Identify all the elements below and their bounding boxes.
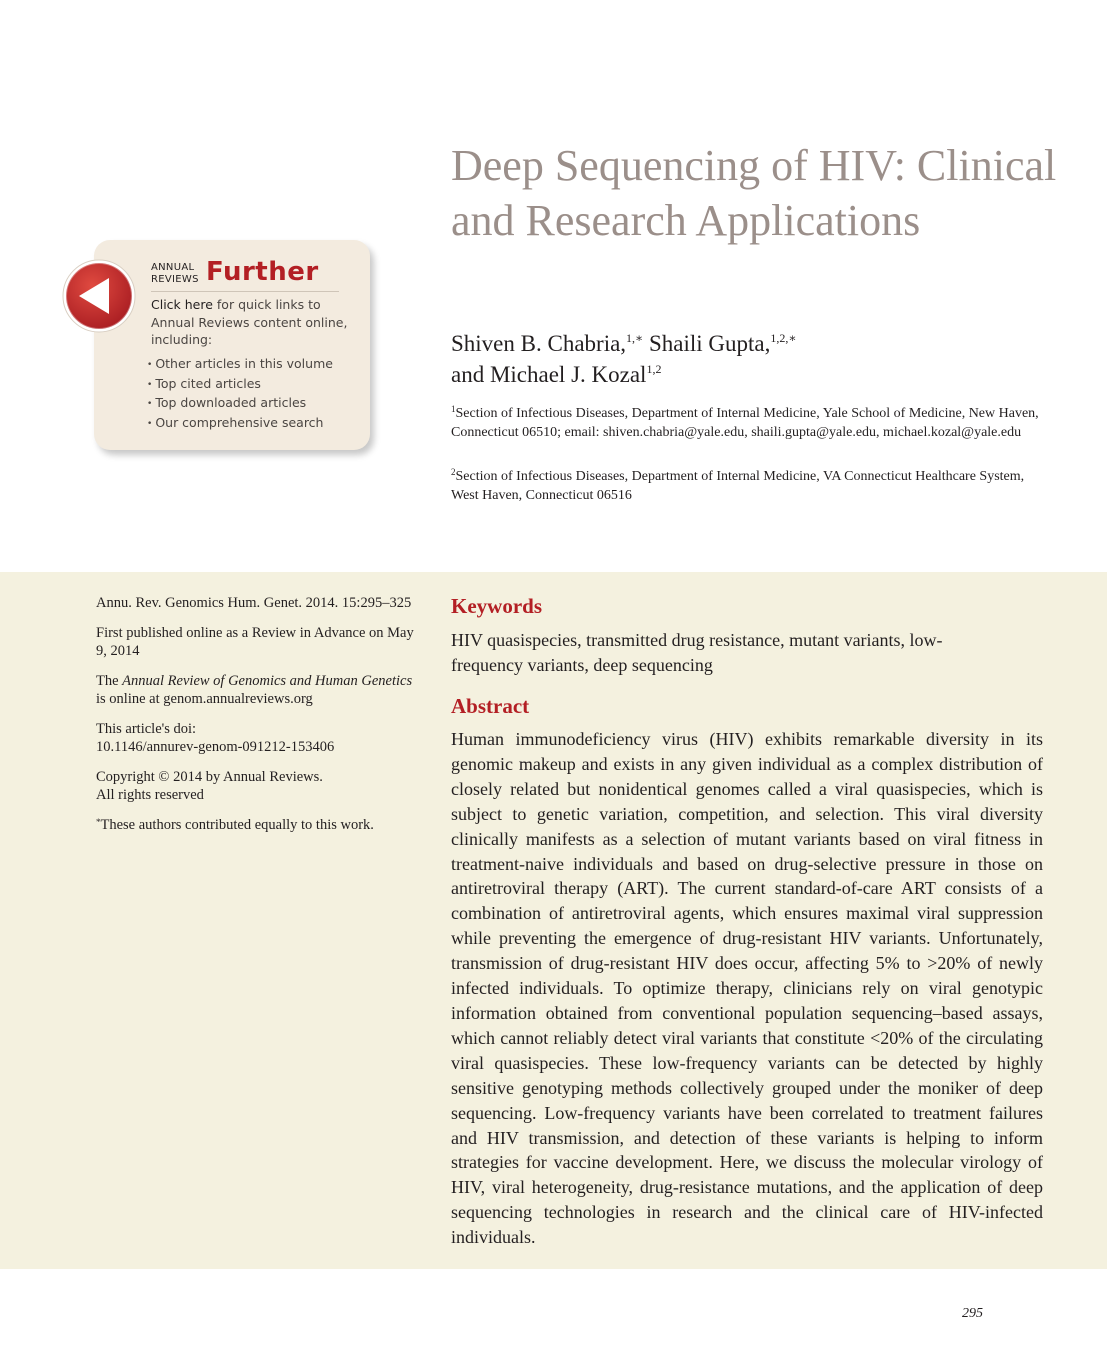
keywords-heading: Keywords [451, 594, 542, 618]
citation: Annu. Rev. Genomics Hum. Genet. 2014. 15:295–325 [96, 595, 412, 611]
further-description-text: for quick links to Annual Reviews content online, including: [151, 297, 348, 347]
article-metadata [96, 594, 416, 846]
journal-note [96, 672, 416, 708]
further-divider [151, 291, 339, 292]
click-here-link[interactable]: Click here [151, 297, 213, 312]
further-brand-annual: ANNUAL [151, 262, 195, 273]
abstract-text: Human immunodeficiency virus (HIV) exhibits remarkable diversity in its genomic makeup and exists in any given individual as a complex distribution of closely related but nonidentical genomes called a viral quasispecies, which is subject to genetic variation, competition, and selection. This viral diversity clinically manifests as a selection of mutant variants based on viral fitness in treatment-naive individuals and based on drug-selective pressure in those on antiretroviral therapy (ART). The current standard-of-care ART consists of a combination of antiretroviral agents, which ensures maximal viral suppression while preventing the emergence of drug-resistant HIV variants. Unfortunately, transmission of drug-resistant HIV does occur, affecting 5% to >20% of newly infected individuals. To optimize therapy, clinicians rely on viral genotypic information obtained from conventional population sequencing–based assays, which cannot reliably detect viral variants that constitute <20% of the circulating viral quasispecies. These low-frequency variants can be detected by highly sensitive genotyping methods collectively grouped under the moniker of deep sequencing. Low-frequency variants have been correlated to treatment failures and HIV transmission, and detection of these variants is helping to inform strategies for vaccine development. Here, we discuss the molecular virology of HIV, viral heterogeneity, drug-resistance mutations, and the application of deep sequencing technologies in research and the clinical care of HIV-infected individuals. [451, 729, 1043, 1248]
left-arrow-icon[interactable] [62, 257, 138, 337]
footnote-mark: * [96, 817, 101, 827]
rights-text: All rights reserved [96, 787, 204, 803]
further-brand [151, 262, 199, 286]
further-heading: Further [206, 257, 319, 287]
further-link-top-cited[interactable]: • Top cited articles [147, 375, 333, 395]
abstract-heading: Abstract [451, 694, 530, 718]
footnote-text: These authors contributed equally to this work. [100, 817, 374, 833]
author-list [451, 328, 1071, 390]
journal-prefix: The [96, 673, 123, 689]
affiliation-1-mark: 1 [451, 404, 456, 414]
keywords-text: HIV quasispecies, transmitted drug resistance, mutant variants, low-frequency variants, deep sequencing [451, 630, 943, 675]
affiliation-1-text: Section of Infectious Diseases, Department of Internal Medicine, Yale School of Medicine, New Haven, Connecticut 06510; email: shiven.chabria@yale.edu, shaili.gupta@yale.edu, michael.kozal@yale.edu [451, 406, 1039, 440]
affiliation-2-mark: 2 [451, 467, 456, 477]
copyright-block [96, 768, 416, 804]
further-link-other-articles[interactable]: • Other articles in this volume [147, 355, 333, 375]
author-kozal-affil: 1,2 [646, 362, 662, 376]
equal-contribution-note [96, 816, 416, 834]
article-title: Deep Sequencing of HIV: Clinical and Research Applications [451, 141, 1057, 245]
doi-value[interactable]: 10.1146/annurev-genom-091212-153406 [96, 739, 335, 755]
affiliation-2 [451, 467, 1051, 505]
author-kozal: and Michael J. Kozal [451, 362, 647, 387]
further-link-list [147, 355, 333, 433]
author-gupta: Shaili Gupta, [643, 331, 771, 356]
author-chabria: Shiven B. Chabria, [451, 331, 627, 356]
publication-note: First published online as a Review in Advance on May 9, 2014 [96, 625, 414, 659]
journal-suffix: is online at genom.annualreviews.org [96, 691, 313, 707]
copyright-text: Copyright © 2014 by Annual Reviews. [96, 769, 323, 785]
journal-name: Annual Review of Genomics and Human Genetics [122, 673, 413, 689]
doi-block [96, 720, 416, 756]
further-description [151, 296, 351, 349]
further-link-search[interactable]: • Our comprehensive search [147, 414, 333, 434]
author-gupta-affil: 1,2,∗ [770, 331, 797, 345]
further-link-top-downloaded[interactable]: • Top downloaded articles [147, 394, 333, 414]
affiliation-1 [451, 404, 1051, 442]
page-number: 295 [962, 1306, 983, 1321]
author-chabria-affil: 1,∗ [626, 331, 644, 345]
further-brand-reviews: REVIEWS [151, 274, 199, 285]
affiliation-2-text: Section of Infectious Diseases, Department of Internal Medicine, VA Connecticut Healthcare System, West Haven, Connecticut 06516 [451, 469, 1025, 503]
doi-label: This article's doi: [96, 721, 197, 737]
